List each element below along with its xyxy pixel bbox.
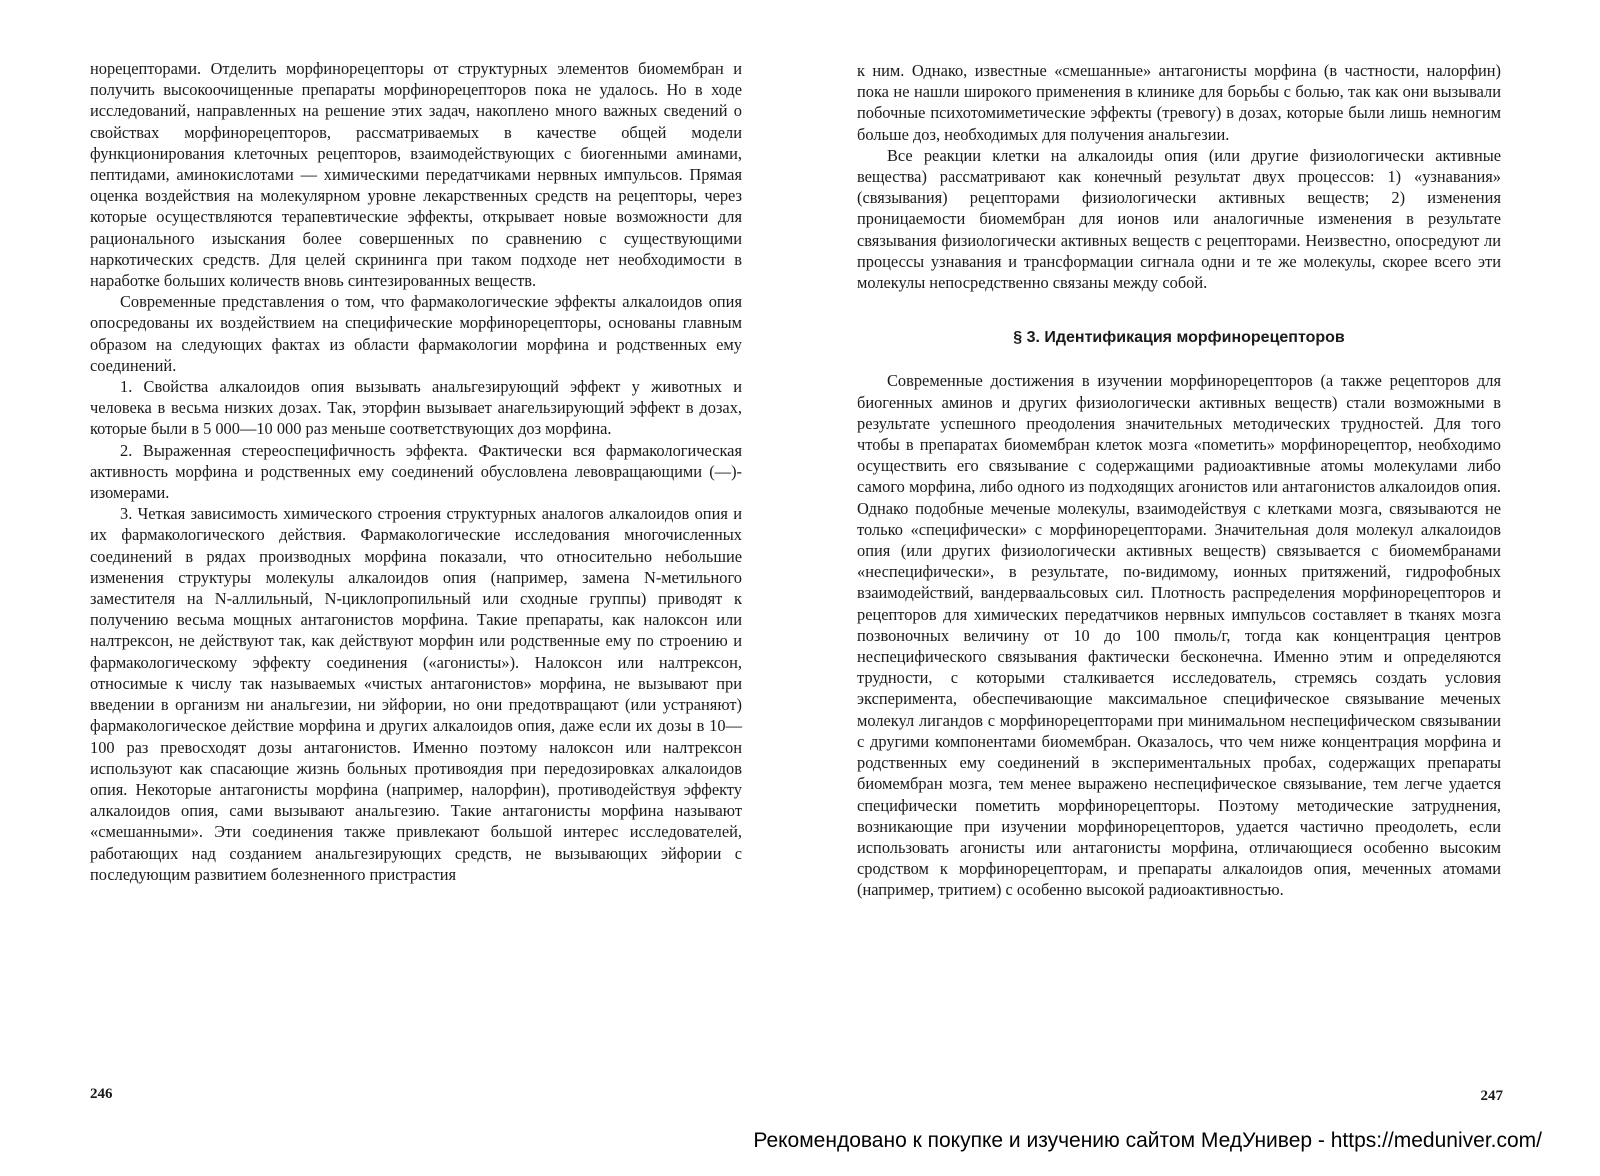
left-paragraph-3: 1. Свойства алкалоидов опия вызывать анальгезирующий эффект у животных и человека в весьма низких дозах. Так, эторфин вызывает анагельзирующий эффект в дозах, которые были в 5 000—10 000 раз меньше соответствующих доз морфина. (90, 377, 742, 439)
right-paragraph-2: Все реакции клетки на алкалоиды опия (или другие физиологически активные вещества) рассматривают как конечный результат двух процессов: 1) «узнавания» (связывания) рецепторами физиологически активных веществ; 2) изменения проницаемости биомембран для ионов или аналогичные изменения в результате связывания физиологически активных веществ с рецепторами. Неизвестно, опосредуют ли процессы узнавания и трансформации сигнала одни и те же молекулы, скорее всего эти молекулы непосредственно связаны между собой. (857, 145, 1501, 293)
section-heading: § 3. Идентификация морфинорецепторов (1013, 329, 1345, 347)
page-number-left: 246 (90, 1086, 113, 1102)
right-paragraph-3: Современные достижения в изучении морфинорецепторов (а также рецепторов для биогенных аминов и других физиологически активных веществ) стали возможными в результате успешного преодоления значительных методических трудностей. Для того чтобы в препаратах биомембран клеток мозга «пометить» морфинорецептор, необходимо осуществить его связывание с содержащими радиоактивные атомы молекулами либо самого морфина, либо одного из подходящих агонистов или антагонистов алкалоидов опия. Однако подобные меченые молекулы, взаимодействуя с клетками мозга, связываются не только «специфически» с морфинорецепторами. Значительная доля молекул алкалоидов опия (или других физиологически активных веществ) связывается с биомембранами «неспецифически», в результате, по-видимому, ионных притяжений, гидрофобных взаимодействий, вандерваальсовых сил. Плотность распределения морфинорецепторов и рецепторов для химических передатчиков нервных импульсов составляет в тканях мозга позвоночных величину от 10 до 100 пмоль/г, тогда как концентрация центров неспецифического связывания фактически бесконечна. Именно этим и определяются трудности, с которыми сталкивается исследователь, стремясь создать условия эксперимента, обеспечивающие максимальное специфическое связывание меченых молекул лигандов с морфинорецепторами при минимальном неспецифическом связывании с другими компонентами биомембран. Оказалось, что чем ниже концентрация морфина и родственных ему соединений в экспериментальных пробах, содержащих препараты биомембран мозга, тем менее выражено неспецифическое связывание, тем легче удается специфически пометить морфинорецепторы. Поэтому методические затруднения, возникающие при изучении морфинорецепторов, удается частично преодолеть, если использовать агонисты или антагонисты морфина, отличающиеся особенно высоким сродством к морфинорецепторам, и препараты алкалоидов опия, меченных атомами (например, тритием) с особенно высокой радиоактивностью. (857, 371, 1501, 900)
left-paragraph-5: 3. Четкая зависимость химического строения структурных аналогов алкалоидов опия и их фармакологического действия. Фармакологические исследования многочисленных соединений в рядах производных морфина показали, что относительно небольшие изменения структуры молекулы алкалоидов опия (например, замена N-метильного заместителя на N-аллильный, N-циклопропильный или сходные группы) приводят к получению весьма мощных антагонистов морфина. Такие препараты, как налоксон или налтрексон, не действуют так, как действуют морфин или родственные ему по строению и фармакологическому эффекту соединения («агонисты»). Налоксон или налтрексон, относимые к числу так называемых «чистых антагонистов» морфина, не вызывают при введении в организм ни анальгезии, ни эйфории, но они предотвращают (или устраняют) фармакологическое действие морфина и других алкалоидов опия, даже если их дозы в 10—100 раз превосходят дозы антагонистов. Именно поэтому налоксон или налтрексон используют как спасающие жизнь больных противоядия при передозировках алкалоидов опия. Некоторые антагонисты морфина (например, налорфин), противодействуя эффекту алкалоидов опия, сами вызывают анальгезию. Такие антагонисты морфина называют «смешанными». Эти соединения также привлекают большой интерес исследователей, работающих над созданием анальгезирующих средств, не вызывающих эйфории с последующим развитием болезненного пристрастия (90, 504, 742, 884)
left-page-text (90, 58, 742, 885)
right-page-text (857, 60, 1501, 901)
left-paragraph-1: норецепторами. Отделить морфинорецепторы от структурных элементов биомембран и получить высокоочищенные препараты морфинорецепторов пока не удалось. Но в ходе исследований, направленных на решение этих задач, накоплено много важных сведений о свойствах морфинорецепторов, рассматриваемых в качестве общей модели функционирования клеточных рецепторов, взаимодействующих с биогенными аминами, пептидами, аминокислотами — химическими передатчиками нервных импульсов. Прямая оценка воздействия на молекулярном уровне лекарственных средств на рецепторы, через которые осуществляются терапевтические эффекты, открывает новые возможности для рационального изыскания более совершенных по сравнению с существующими наркотических средств. Для целей скрининга при таком подходе нет необходимости в наработке больших количеств вновь синтезированных веществ. (90, 59, 742, 291)
left-paragraph-2: Современные представления о том, что фармакологические эффекты алкалоидов опия опосредованы их воздействием на специфические морфинорецепторы, основаны главным образом на следующих фактах из области фармакологии морфина и родственных ему соединений. (90, 292, 742, 375)
left-paragraph-4: 2. Выраженная стереоспецифичность эффекта. Фактически вся фармакологическая активность морфина и родственных ему соединений обусловлена левовращающими (—)-изомерами. (90, 440, 742, 503)
footer-recommendation[interactable]: Рекомендовано к покупке и изучению сайтом МедУнивер - https://meduniver.com/ (753, 1129, 1542, 1152)
right-paragraph-1: к ним. Однако, известные «смешанные» антагонисты морфина (в частности, налорфин) пока не нашли широкого применения в клинике для борьбы с болью, так как они вызывали побочные психотомиметические эффекты (тревогу) в дозах, которые были лишь немногим больше доз, необходимых для получения анальгезии. (857, 61, 1501, 144)
page-number-right: 247 (1480, 1088, 1503, 1104)
right-page (800, 0, 1600, 1176)
